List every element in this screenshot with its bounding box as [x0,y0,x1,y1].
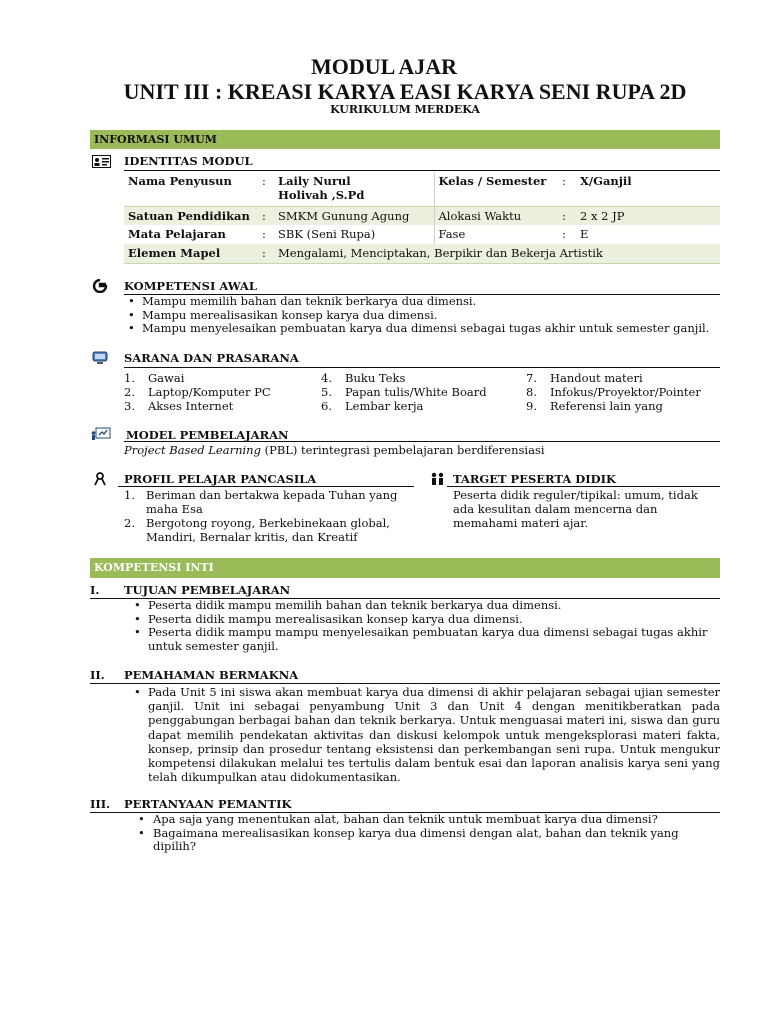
kompetensi-awal-icon [92,278,108,297]
list-item: • Mampu merealisasikan konsep karya dua dimensi. [124,309,720,323]
curriculum-label: KURIKULUM MERDEKA [330,103,480,116]
section-number: II. [90,668,105,682]
list-item: 7. Handout materi [526,371,643,385]
divider [90,683,720,684]
colon: : [262,208,266,223]
model-text: Project Based Learning (PBL) terintegrasi pembelajaran berdiferensiasi [124,443,545,457]
section-number: I. [90,583,100,597]
presentation-board-icon [91,426,111,445]
model-heading: MODEL PEMBELAJARAN [126,428,289,442]
list-item: 9. Referensi lain yang [526,399,663,413]
target-heading: TARGET PESERTA DIDIK [453,472,616,486]
sarana-heading: SARANA DAN PRASARANA [124,351,299,365]
list-item: 1. Gawai [124,371,185,385]
divider [447,486,720,487]
field-value: SBK (Seni Rupa) [274,225,434,244]
field-value: Laily Nurul Holivah ,S.Pd [274,172,434,206]
field-label: Nama Penyusun [128,174,232,188]
doc-title: MODUL AJAR [310,54,458,79]
field-label: Satuan Pendidikan [128,208,250,223]
field-value: SMKM Gunung Agung [274,206,434,225]
list-item: • Peserta didik mampu mampu menyelesaikan pembuatan karya dua dimensi sebagai tugas akhir untuk semester ganjil. [130,626,720,653]
person-icon [93,471,107,490]
colon: : [562,227,566,241]
divider [118,486,414,487]
field-value: Mengalami, Menciptakan, Berpikir dan Bekerja Artistik [278,246,603,260]
tujuan-heading: TUJUAN PEMBELAJARAN [124,583,291,597]
list-item: 8. Infokus/Proyektor/Pointer [526,385,701,399]
colon: : [262,174,266,188]
list-item: 3. Akses Internet [124,399,234,413]
colon: : [562,208,566,223]
kompetensi-awal-heading: KOMPETENSI AWAL [124,279,257,293]
divider [124,170,720,171]
id-card-icon [92,153,111,172]
pemahaman-list [130,685,720,784]
colon: : [562,174,566,188]
identitas-row [124,206,720,225]
pemahaman-heading: PEMAHAMAN BERMAKNA [124,668,299,682]
sarana-col-2 [321,371,531,413]
list-item: 1. Beriman dan bertakwa kepada Tuhan yang maha Esa [124,488,398,516]
field-value: 2 x 2 JP [580,208,625,223]
pertanyaan-heading: PERTANYAAN PEMANTIK [124,797,292,811]
field-value: X/Ganjil [580,174,632,188]
identitas-row [124,244,720,263]
divider [124,441,720,442]
list-item: 2. Laptop/Komputer PC [124,385,271,399]
kompetensi-awal-list [124,295,720,336]
list-item: • Apa saja yang menentukan alat, bahan dan teknik untuk membuat karya dua dimensi? [134,813,694,827]
field-label: Kelas / Semester [438,174,547,188]
target-text: Peserta didik reguler/tipikal: umum, tidak ada kesulitan dalam mencerna dan memahami materi ajar. [453,488,698,530]
list-item: • Pada Unit 5 ini siswa akan membuat karya dua dimensi di akhir pelajaran sebagai ujian semester ganjil. Unit ini sebagai penyambung Unit 3 dan Unit 4 dengan menitikberatkan pada penggabungan berbagai bahan dan teknik berkarya. Untuk menguasai materi ini, siswa dan guru dapat memilih pendekatan aktivitas dan diskusi kelompok untuk mengeksplorasi materi fakta, konsep, prinsip dan prosedur tentang eksistensi dan perkembangan seni rupa. Untuk mengukur kompetensi dilakukan melalui tes tertulis dalam bentuk esai dan laporan analisis karya seni yang telah dikumpulkan atau didokumentasikan. [130,685,720,784]
field-value: E [580,227,589,241]
list-item: • Peserta didik mampu merealisasikan konsep karya dua dimensi. [130,613,720,627]
identitas-heading: IDENTITAS MODUL [124,154,253,168]
identitas-row [124,172,720,206]
pertanyaan-list [134,813,694,854]
list-item: 5. Papan tulis/White Board [321,385,487,399]
list-item: 4. Buku Teks [321,371,406,385]
doc-subtitle: UNIT III : KREASI KARYA EASI KARYA SENI RUPA 2D [123,79,687,104]
colon: : [262,227,266,241]
section-number: III. [90,797,111,811]
identitas-row [124,225,720,244]
list-item: 6. Lembar kerja [321,399,424,413]
tujuan-list [130,599,720,653]
section-bar-kompetensi-inti: KOMPETENSI INTI [90,558,720,578]
field-label: Alokasi Waktu [438,208,522,223]
section-bar-informasi-umum: INFORMASI UMUM [90,130,720,149]
field-label: Fase [438,227,466,241]
identitas-table [124,172,720,264]
list-item: • Mampu menyelesaikan pembuatan karya dua dimensi sebagai tugas akhir untuk semester ganjil. [124,322,720,336]
colon: : [262,246,266,260]
sarana-col-3 [526,371,720,413]
field-label: Elemen Mapel [128,246,221,260]
profil-list [124,488,410,544]
list-item: • Mampu memilih bahan dan teknik berkarya dua dimensi. [124,295,720,309]
list-item: 2. Bergotong royong, Berkebinekaan global, Mandiri, Bernalar kritis, dan Kreatif [124,516,390,544]
divider [124,367,720,368]
students-icon [430,471,446,490]
list-item: • Peserta didik mampu memilih bahan dan teknik berkarya dua dimensi. [130,599,720,613]
field-label: Mata Pelajaran [128,227,226,241]
profil-heading: PROFIL PELAJAR PANCASILA [124,472,317,486]
list-item: • Bagaimana merealisasikan konsep karya dua dimensi dengan alat, bahan dan teknik yang dipilih? [134,827,694,854]
sarana-col-1 [124,371,324,413]
monitor-icon [92,350,108,369]
